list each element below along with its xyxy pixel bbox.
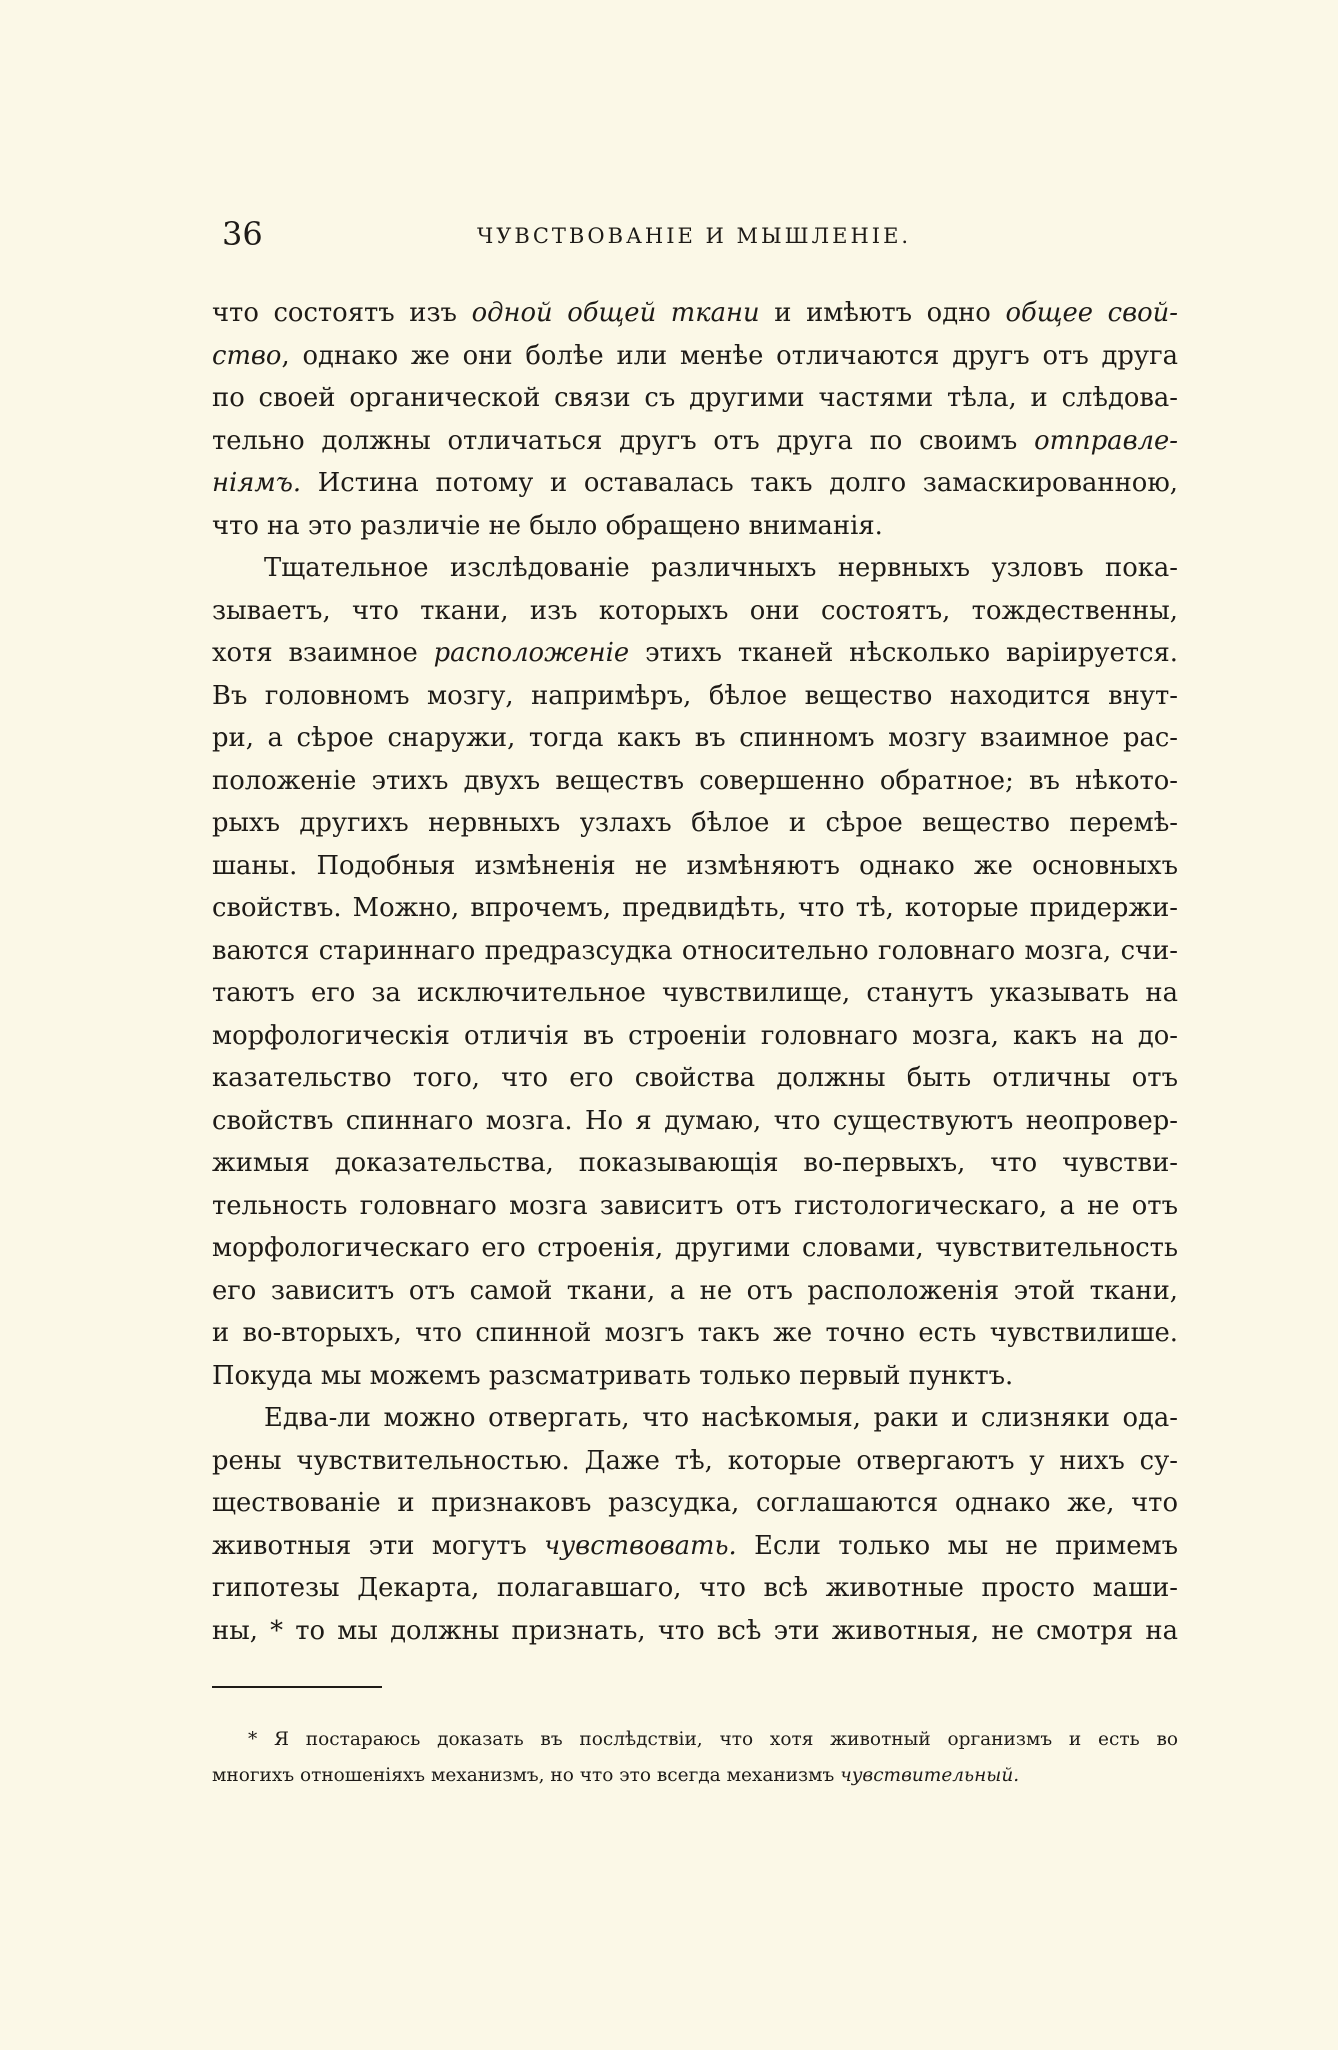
text-line: таютъ его за исключительное чувствилище, станутъ указывать на xyxy=(212,978,1178,1008)
italic-term: чувствительный. xyxy=(840,1765,1020,1786)
text-line: ство, однако же они болѣе или менѣе отличаются другъ отъ друга xyxy=(212,340,1178,371)
page-header xyxy=(222,212,1176,256)
text-line: Едва-ли можно отвергать, что насѣкомыя, раки и слизняки ода- xyxy=(264,1403,1178,1433)
italic-term: чувствовать. xyxy=(544,1530,737,1561)
italic-term: расположеніе xyxy=(433,638,630,668)
text-line: морфологическія отличія въ строеніи головнаго мозга, какъ на до- xyxy=(212,1020,1178,1051)
text-line: тельность головнаго мозга зависитъ отъ гистологическаго, а не отъ xyxy=(212,1190,1178,1221)
text-line: Въ головномъ мозгу, напримѣръ, бѣлое вещество находится внут- xyxy=(212,680,1178,711)
running-title: ЧУВСТВОВАНІЕ И МЫШЛЕНІЕ. xyxy=(477,224,912,248)
footnote-divider xyxy=(212,1686,382,1688)
paragraph-2 xyxy=(212,547,1178,1397)
italic-term: ство xyxy=(212,340,282,371)
page-number: 36 xyxy=(222,215,263,253)
footnote-line: многихъ отношеніяхъ механизмъ, но что это всегда механизмъ чувствительный. xyxy=(212,1765,1020,1786)
text-line: ри, а сѣрое снаружи, тогда какъ въ спинномъ мозгу взаимное рас- xyxy=(212,723,1178,753)
paragraph-3 xyxy=(212,1397,1178,1652)
text-line: ніямъ. Истина потому и оставалась такъ долго замаскированною, xyxy=(212,468,1178,498)
italic-term: одной общей ткани xyxy=(471,298,760,328)
text-line: жимыя доказательства, показывающія во-первыхъ, что чувстви- xyxy=(212,1148,1178,1178)
text-line: животныя эти могутъ чувствовать. Если только мы не примемъ xyxy=(212,1530,1178,1561)
text-line: казательство того, что его свойства должны быть отличны отъ xyxy=(212,1063,1178,1093)
paragraph-1 xyxy=(212,292,1178,547)
text-line: рены чувствительностью. Даже тѣ, которые отвергаютъ у нихъ су- xyxy=(212,1445,1178,1476)
text-line: морфологическаго его строенія, другими словами, чувствительность xyxy=(212,1233,1178,1263)
footnote xyxy=(212,1722,1178,1794)
italic-term: ніямъ. xyxy=(212,468,302,498)
text-line: свойствъ спиннаго мозга. Но я думаю, что существуютъ неопровер- xyxy=(212,1105,1178,1136)
text-line: что состоятъ изъ одной общей ткани и имѣютъ одно общее свой- xyxy=(212,298,1179,328)
text-line: ны, * то мы должны признать, что всѣ эти животныя, не смотря на xyxy=(212,1615,1178,1646)
text-line: шаны. Подобныя измѣненія не измѣняютъ однако же основныхъ xyxy=(212,850,1178,881)
main-text xyxy=(212,292,1178,1652)
italic-term: общее свой- xyxy=(1005,298,1179,328)
text-line: что на это различіе не было обращено вниманія. xyxy=(212,510,883,541)
text-line: Тщательное изслѣдованіе различныхъ нервныхъ узловъ пока- xyxy=(264,553,1178,583)
text-line: хотя взаимное расположеніе этихъ тканей нѣсколько варіируется. xyxy=(212,638,1179,668)
text-line: ваются стариннаго предразсудка относительно головнаго мозга, счи- xyxy=(212,935,1178,966)
text-line: гипотезы Декарта, полагавшаго, что всѣ животные просто маши- xyxy=(212,1573,1178,1603)
text-line: рыхъ другихъ нервныхъ узлахъ бѣлое и сѣрое вещество перемѣ- xyxy=(212,808,1178,838)
text-line: его зависитъ отъ самой ткани, а не отъ расположенія этой ткани, xyxy=(212,1275,1178,1306)
text-line: Покуда мы можемъ разсматривать только первый пунктъ. xyxy=(212,1360,1014,1391)
text-line: ществованіе и признаковъ разсудка, соглашаются однако же, что xyxy=(212,1488,1178,1518)
text-line: и во-вторыхъ, что спинной мозгъ такъ же точно есть чувствилише. xyxy=(212,1318,1178,1348)
text-line: тельно должны отличаться другъ отъ друга по своимъ отправле- xyxy=(212,425,1178,456)
text-line: свойствъ. Можно, впрочемъ, предвидѣть, что тѣ, которые придержи- xyxy=(212,893,1178,923)
italic-term: отправле- xyxy=(1034,425,1178,456)
text-line: по своей органической связи съ другими частями тѣла, и слѣдова- xyxy=(212,383,1178,413)
text-line: зываетъ, что ткани, изъ которыхъ они состоятъ, тождественны, xyxy=(212,595,1178,626)
footnote-line: * Я постараюсь доказать въ послѣдствіи, что хотя животный организмъ и есть во xyxy=(248,1729,1178,1750)
text-line: положеніе этихъ двухъ веществъ совершенно обратное; въ нѣкото- xyxy=(212,765,1178,796)
